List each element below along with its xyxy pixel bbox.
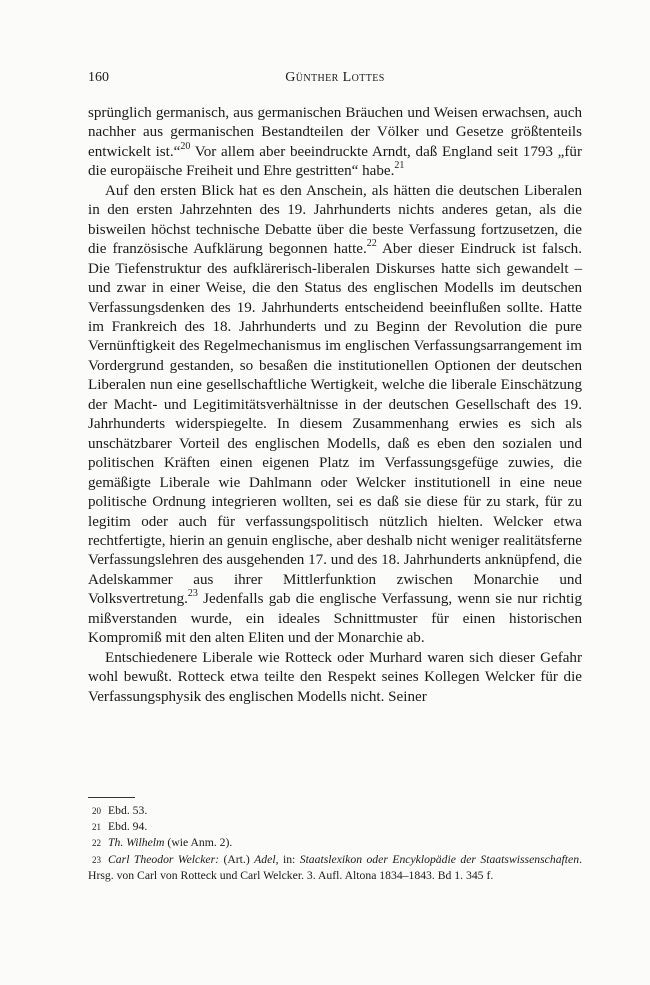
text-run: Jedenfalls gab die englische Verfassung, wenn sie nur richtig mißverstanden wurde, ein ideales Schnittmuster für einen historischen Kompromiß mit den alten Eliten und der Monarchie ab. bbox=[88, 591, 582, 647]
text-run: Aber dieser Eindruck ist falsch. Die Tiefenstruktur des aufklärerisch-liberalen Diskurses hatte sich gewandelt – und zwar in einer Weise, die den Status des englischen Modells im deutschen Verfassungsdenken des 19. Jahrhunderts entscheidend beeinflußen sollte. Hatte im Frankreich des 18. Jahrhunderts und zu Beginn der Revolution die pure Vernünftigkeit des Regelmechanismus im englischen Verfassungsarrangement im Vordergrund gestanden, so besaßen die institutionellen Optionen der deutschen Liberalen nun eine gesellschaftliche Wertigkeit, welche die liberale Einschätzung der Macht- und Legitimitätsverhältnisse in der deutschen Gesellschaft des 19. Jahrhunderts widerspiegelte. In diesem Zusammenhang erwies es sich als unschätzbarer Vorteil des englischen Modells, daß es eben den sozialen und politischen Kräften einen eigenen Platz im Verfassungsgefüge zuwies, die gemäßigte Liberale wie Dahlmann oder Welcker institutionell in eine neue politische Ordnung integrieren wollten, sei es daß sie diese für zu stark, für zu legitim oder auch für verfassungspolitisch nützlich hielten. Welcker etwa rechtfertigte, hierin an genuin englische, aber deshalb nicht weniger realitätsferne Verfassungslehren des ausgehenden 17. und des 18. Jahrhunderts anknüpfend, die Adelskammer aus ihrer Mittlerfunktion zwischen Monarchie und Volksvertretung. bbox=[88, 241, 582, 608]
italic-text: Adel bbox=[254, 852, 276, 866]
footnote-number: 20 bbox=[92, 806, 101, 816]
footnote-reference: 23 bbox=[187, 588, 198, 600]
italic-text: Carl Theodor Welcker: bbox=[108, 852, 220, 866]
running-head-author: Günther Lottes bbox=[285, 70, 385, 85]
text-run: Entschiedenere Liberale wie Rotteck oder Murhard waren sich dieser Gefahr wohl bewußt. Rotteck etwa teilte den Respekt seines Kollegen Welcker für die Verfassungsphysik des englischen Modells nicht. Seiner bbox=[88, 649, 582, 705]
italic-text: Staatslexikon oder Encyklopädie der Staatswissenschaften bbox=[299, 852, 580, 866]
paragraph bbox=[88, 182, 582, 649]
footnote-reference: 22 bbox=[366, 238, 377, 250]
footnote bbox=[88, 803, 582, 819]
footnote-number: 21 bbox=[92, 822, 101, 833]
footnote-reference: 20 bbox=[180, 140, 191, 152]
paragraph bbox=[88, 649, 582, 707]
paragraph bbox=[88, 104, 582, 182]
footnote-separator bbox=[88, 797, 135, 798]
text-run: (wie Anm. 2). bbox=[164, 836, 233, 850]
text-run: Ebd. 94. bbox=[108, 820, 148, 834]
footnote-reference: 21 bbox=[394, 160, 405, 172]
footnote-number: 23 bbox=[92, 854, 101, 865]
footnote bbox=[88, 852, 582, 883]
footnote-number: 22 bbox=[92, 838, 101, 849]
text-run: Auf den ersten Blick hat es den Anschein, als hätten die deutschen Liberalen in den ersten Jahrzehnten des 19. Jahrhunderts nichts anderes getan, als die bisweilen höchst technische Debatte über die beste Verfassung fortzusetzen, die die französische Aufklärung begonnen hatte. bbox=[88, 182, 582, 258]
text-run: . Hrsg. von Carl von Rotteck und Carl Welcker. 3. Aufl. Altona 1834–1843. Bd 1. 345 f. bbox=[88, 852, 582, 882]
text-run: sprünglich germanisch, aus germanischen Bräuchen und Weisen erwachsen, auch nachher aus germanischen Bestandteilen der Völker und Gesetze größtenteils entwickelt ist.“ bbox=[88, 105, 582, 160]
footnote bbox=[88, 819, 582, 835]
footnotes bbox=[88, 803, 582, 883]
italic-text: Th. Wilhelm bbox=[108, 836, 165, 850]
text-run: (Art.) bbox=[219, 852, 255, 866]
page-number: 160 bbox=[88, 70, 109, 85]
text-run: Ebd. 53. bbox=[108, 804, 148, 817]
footnote bbox=[88, 835, 582, 851]
text-run: Vor allem aber beeindruckte Arndt, daß England seit 1793 „für die europäische Freiheit und Ehre gestritten“ habe. bbox=[88, 143, 582, 180]
text-run: , in: bbox=[275, 852, 300, 866]
running-header bbox=[88, 70, 582, 90]
main-text bbox=[88, 104, 582, 707]
